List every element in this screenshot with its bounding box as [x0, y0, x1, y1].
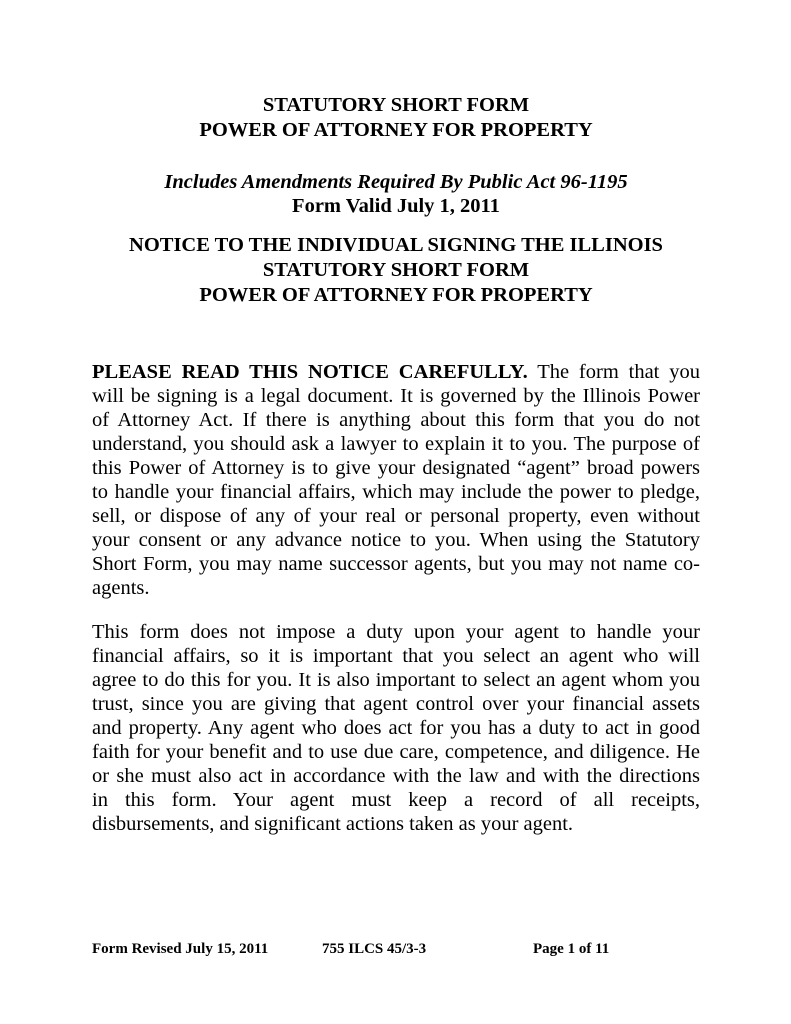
document-content	[92, 0, 700, 836]
notice-heading	[92, 233, 700, 308]
paragraph1-line-7: sell, or dispose of any of your real or personal property, even without	[92, 505, 700, 527]
paragraph1-line-1	[92, 360, 700, 384]
notice-heading-line1: NOTICE TO THE INDIVIDUAL SIGNING THE ILLINOIS	[129, 234, 663, 256]
paragraph1-line-10: agents.	[92, 577, 150, 599]
subtitle-amendments: Includes Amendments Required By Public Act 96-1195	[164, 171, 628, 193]
document-title-line2: POWER OF ATTORNEY FOR PROPERTY	[199, 119, 593, 141]
document-title	[92, 93, 700, 143]
footer-form-revised: Form Revised July 15, 2011	[92, 941, 269, 957]
paragraph1-line-4: understand, you should ask a lawyer to explain it to you. The purpose of	[92, 433, 700, 455]
paragraph2-line-1: This form does not impose a duty upon your agent to handle your	[92, 621, 700, 643]
paragraph2-line-7: or she must also act in accordance with the law and with the directions	[92, 765, 700, 787]
paragraph1-line-2: will be signing is a legal document. It is governed by the Illinois Power	[92, 385, 700, 407]
paragraph1-line-6: to handle your financial affairs, which may include the power to pledge,	[92, 481, 700, 503]
paragraph1-line-8: your consent or any advance notice to you. When using the Statutory	[92, 529, 700, 551]
paragraph1-line-1-rest: The form that you	[537, 361, 700, 383]
notice-heading-line3: POWER OF ATTORNEY FOR PROPERTY	[199, 284, 593, 306]
paragraph2-line-5: and property. Any agent who does act for you has a duty to act in good	[92, 717, 700, 739]
paragraph2-line-8: in this form. Your agent must keep a record of all receipts,	[92, 789, 700, 811]
paragraph2-line-9: disbursements, and significant actions taken as your agent.	[92, 813, 574, 835]
paragraph1-line-3: of Attorney Act. If there is anything about this form that you do not	[92, 409, 700, 431]
paragraph2-line-6: faith for your benefit and to use due care, competence, and diligence. He	[92, 741, 700, 763]
footer-statute-citation: 755 ILCS 45/3-3	[322, 941, 427, 957]
paragraph2-line-3: agree to do this for you. It is also important to select an agent whom you	[92, 669, 700, 691]
paragraph1-line-9: Short Form, you may name successor agents, but you may not name co-	[92, 553, 700, 575]
paragraph2-line-2: financial affairs, so it is important that you select an agent who will	[92, 645, 700, 667]
paragraph1-lead-bold: PLEASE READ THIS NOTICE CAREFULLY.	[92, 361, 528, 383]
paragraph1-line-5: this Power of Attorney is to give your designated “agent” broad powers	[92, 457, 700, 479]
notice-heading-line2: STATUTORY SHORT FORM	[262, 259, 530, 281]
paragraph2-line-4: trust, since you are giving that agent control over your financial assets	[92, 693, 700, 715]
page-footer	[92, 940, 700, 960]
document-subtitle	[92, 170, 700, 218]
subtitle-form-valid: Form Valid July 1, 2011	[292, 195, 500, 217]
document-title-line1: STATUTORY SHORT FORM	[262, 94, 530, 116]
notice-paragraph-1	[92, 360, 700, 600]
notice-paragraph-2	[92, 620, 700, 836]
footer-page-number: Page 1 of 11	[533, 941, 610, 957]
